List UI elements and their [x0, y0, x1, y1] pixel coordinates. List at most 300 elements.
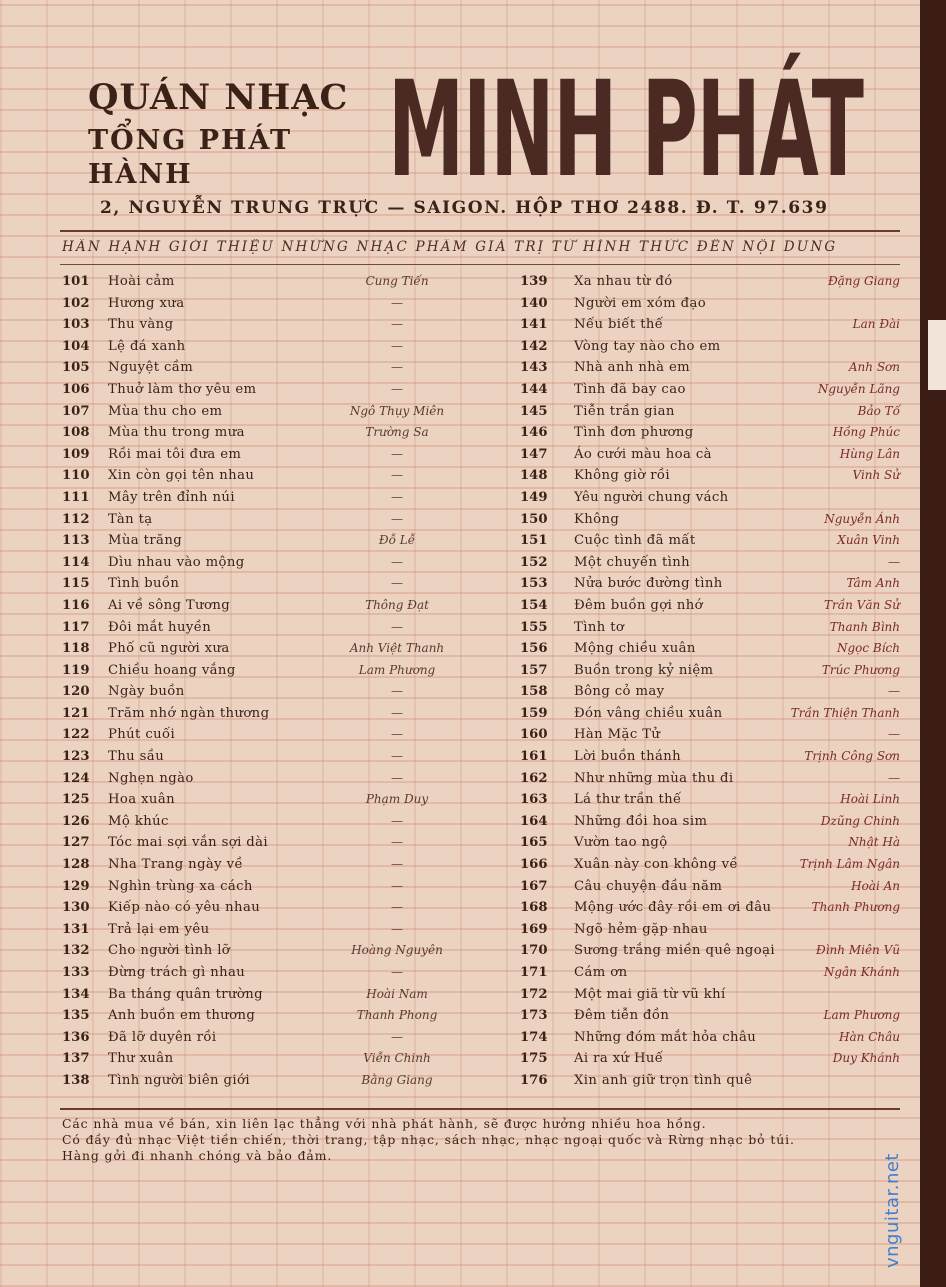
song-author: Tâm Anh	[846, 576, 900, 591]
song-author: Ngô Thụy Miên	[349, 403, 445, 418]
song-row	[62, 574, 502, 596]
song-author: —	[391, 317, 403, 332]
song-number: 105	[62, 360, 90, 376]
song-title: Rồi mai tôi đưa em	[108, 446, 242, 462]
song-number: 146	[520, 425, 548, 441]
song-author: Bằng Giang	[361, 1072, 433, 1087]
song-number: 170	[520, 943, 548, 959]
song-title: Trả lại em yêu	[108, 921, 210, 937]
song-author: —	[391, 878, 403, 893]
song-title: Nghìn trùng xa cách	[108, 878, 253, 894]
song-title: Thu vàng	[108, 317, 174, 333]
song-row	[520, 985, 900, 1007]
song-title: Xin còn gọi tên nhau	[108, 468, 255, 484]
song-author: —	[391, 576, 403, 591]
song-row	[62, 510, 502, 532]
song-author: —	[391, 338, 403, 353]
song-author: Ngân Khánh	[823, 965, 900, 979]
song-row	[62, 704, 502, 726]
song-number: 175	[520, 1051, 548, 1067]
song-title: Hương xưa	[108, 295, 185, 311]
song-title: Ngõ hẻm gặp nhau	[574, 921, 708, 937]
song-number: 149	[520, 489, 548, 505]
page-edge	[920, 0, 946, 1287]
song-author: Trần Văn Sử	[824, 597, 900, 612]
song-title: Lời buồn thánh	[574, 749, 682, 765]
song-number: 155	[520, 619, 548, 635]
song-number: 108	[62, 425, 90, 441]
song-title: Đã lỡ duyên rồi	[108, 1029, 217, 1045]
edge-mark	[928, 320, 946, 390]
song-number: 124	[62, 770, 90, 786]
song-number: 110	[62, 468, 90, 484]
song-number: 150	[520, 511, 548, 527]
song-row	[62, 661, 502, 683]
brand-name: MINH PHÁT	[388, 53, 863, 207]
song-row	[520, 294, 900, 316]
song-title: Tình người biên giới	[108, 1072, 250, 1088]
song-number: 143	[520, 360, 548, 376]
song-title: Xa nhau từ đó	[574, 274, 673, 289]
song-number: 109	[62, 446, 90, 462]
song-title: Chiều hoang vắng	[108, 662, 236, 678]
song-number: 128	[62, 857, 90, 873]
song-title: Thư xuân	[108, 1051, 174, 1067]
song-row	[520, 1028, 900, 1050]
song-number: 164	[520, 813, 548, 829]
song-title: Mùa thu cho em	[108, 403, 223, 419]
song-author: Duy Khánh	[832, 1051, 900, 1066]
song-row	[62, 682, 502, 704]
song-title: Một chuyến tình	[574, 554, 691, 570]
song-number: 127	[62, 835, 90, 851]
song-author: —	[391, 921, 403, 936]
song-row	[62, 725, 502, 747]
song-author: Thanh Phương	[811, 900, 900, 915]
song-row	[62, 380, 502, 402]
song-number: 168	[520, 900, 548, 916]
song-author: —	[391, 554, 403, 569]
song-title: Nửa bước đường tình	[574, 576, 723, 592]
song-title: Nếu biết thế	[574, 317, 664, 333]
song-author: —	[391, 1029, 403, 1044]
song-author: Thanh Bình	[829, 619, 900, 634]
song-row	[520, 402, 900, 424]
song-number: 176	[520, 1072, 548, 1088]
song-title: Nha Trang ngày về	[108, 857, 243, 873]
song-number: 104	[62, 338, 90, 354]
song-title: Đêm tiễn đồn	[574, 1008, 670, 1024]
footer-line: Có đầy đủ nhạc Việt tiền chiến, thời trang, tập nhạc, sách nhạc, nhạc ngoại quốc và Rừng nhạc bỏ túi.	[62, 1132, 795, 1147]
song-number: 148	[520, 468, 548, 484]
song-number: 119	[62, 662, 90, 678]
divider	[60, 230, 900, 232]
song-row	[62, 812, 502, 834]
song-author: Đỗ Lễ	[378, 533, 416, 548]
song-title: Vườn tao ngộ	[574, 835, 668, 851]
song-title: Bông cỏ may	[574, 684, 665, 700]
song-author: —	[888, 554, 900, 569]
song-title: Hoa xuân	[108, 792, 175, 808]
song-row	[62, 466, 502, 488]
song-title: Tình đơn phương	[574, 425, 694, 441]
song-list-left	[62, 272, 502, 1093]
song-title: Tình tơ	[574, 619, 625, 635]
song-number: 116	[62, 597, 90, 613]
song-author: Cung Tiến	[365, 274, 429, 288]
song-number: 161	[520, 749, 548, 765]
song-row	[520, 661, 900, 683]
song-number: 160	[520, 727, 548, 743]
song-number: 101	[62, 274, 90, 289]
song-author: Hoàng Nguyên	[351, 943, 443, 958]
song-number: 142	[520, 338, 548, 354]
song-row	[520, 553, 900, 575]
song-number: 172	[520, 986, 548, 1002]
song-number: 154	[520, 597, 548, 613]
song-row	[520, 574, 900, 596]
song-title: Không	[574, 511, 620, 527]
song-title: Đêm buồn gợi nhớ	[574, 597, 703, 613]
song-row	[520, 790, 900, 812]
song-row	[62, 877, 502, 899]
song-title: Tình buồn	[108, 576, 180, 592]
footer-line: Các nhà mua về bán, xin liên lạc thẳng với nhà phát hành, sẽ được hưởng nhiều hoa hồng.	[62, 1116, 707, 1131]
song-number: 169	[520, 921, 548, 937]
song-number: 159	[520, 705, 548, 721]
song-author: —	[391, 381, 403, 396]
song-number: 112	[62, 511, 90, 527]
song-title: Trăm nhớ ngàn thương	[108, 705, 270, 721]
song-title: Mây trên đỉnh núi	[108, 489, 235, 505]
song-title: Lệ đá xanh	[108, 338, 186, 354]
song-author: Lam Phương	[358, 662, 436, 677]
song-title: Thu sầu	[108, 749, 165, 765]
song-row	[62, 596, 502, 618]
song-author: —	[391, 813, 403, 828]
song-author: —	[391, 705, 403, 720]
song-title: Anh buồn em thương	[108, 1008, 256, 1024]
song-author: —	[391, 749, 403, 764]
song-number: 117	[62, 619, 90, 635]
song-author: Bảo Tố	[857, 403, 900, 418]
song-row	[520, 704, 900, 726]
song-number: 173	[520, 1008, 548, 1024]
song-number: 156	[520, 641, 548, 657]
song-row	[62, 985, 502, 1007]
song-number: 115	[62, 576, 90, 592]
song-number: 151	[520, 533, 548, 549]
song-row	[62, 618, 502, 640]
song-row	[520, 531, 900, 553]
song-row	[520, 488, 900, 510]
song-author: —	[391, 489, 403, 504]
song-author: Vinh Sử	[852, 468, 900, 483]
song-row	[62, 294, 502, 316]
song-number: 167	[520, 878, 548, 894]
song-number: 137	[62, 1051, 90, 1067]
song-number: 166	[520, 857, 548, 873]
song-row	[520, 1049, 900, 1071]
song-row	[520, 920, 900, 942]
song-title: Áo cưới màu hoa cà	[574, 446, 712, 462]
song-row	[62, 833, 502, 855]
song-row	[62, 423, 502, 445]
song-title: Đừng trách gì nhau	[108, 965, 246, 980]
song-title: Mộ khúc	[108, 813, 169, 829]
song-title: Đôi mắt huyền	[108, 619, 212, 635]
song-row	[520, 877, 900, 899]
song-title: Tóc mai sợi vắn sợi dài	[108, 835, 269, 851]
shop-label: QUÁN NHẠC	[88, 77, 349, 118]
song-title: Người em xóm đạo	[574, 295, 707, 311]
song-title: Cho người tình lỡ	[108, 943, 231, 959]
song-row	[520, 358, 900, 380]
song-number: 103	[62, 317, 90, 333]
song-author: Ngọc Bích	[836, 641, 900, 656]
song-title: Mùa trăng	[108, 533, 183, 549]
song-number: 158	[520, 684, 548, 700]
song-title: Mộng chiều xuân	[574, 641, 696, 657]
song-title: Xin anh giữ trọn tình quê	[574, 1072, 753, 1088]
song-number: 130	[62, 900, 90, 916]
song-number: 107	[62, 403, 90, 419]
song-row	[520, 855, 900, 877]
song-author: —	[391, 965, 403, 979]
song-row	[520, 941, 900, 963]
song-title: Phố cũ người xưa	[108, 641, 230, 657]
song-author: Anh Việt Thanh	[349, 641, 445, 656]
divider	[60, 1108, 900, 1110]
song-row	[62, 769, 502, 791]
song-number: 135	[62, 1008, 90, 1024]
divider	[60, 264, 900, 265]
song-title: Như những mùa thu đi	[574, 770, 734, 786]
song-title: Mộng ước đây rồi em ơi đâu	[574, 900, 772, 916]
song-title: Yêu người chung vách	[574, 489, 729, 505]
song-row	[520, 1071, 900, 1093]
song-title: Nghẹn ngào	[108, 770, 194, 786]
song-title: Kiếp nào có yêu nhau	[108, 900, 261, 916]
song-row	[62, 315, 502, 337]
song-number: 114	[62, 554, 90, 570]
song-row	[520, 618, 900, 640]
song-author: —	[391, 295, 403, 310]
song-author: Hồng Phúc	[832, 425, 900, 440]
song-row	[62, 553, 502, 575]
song-author: Hoài Linh	[840, 792, 900, 807]
song-row	[520, 337, 900, 359]
song-number: 138	[62, 1072, 90, 1088]
song-row	[62, 920, 502, 942]
song-row	[62, 1006, 502, 1028]
song-title: Ngày buồn	[108, 684, 185, 700]
song-row	[62, 531, 502, 553]
song-author: Nguyễn Lãng	[817, 381, 900, 396]
song-title: Nhà anh nhà em	[574, 360, 691, 376]
song-number: 118	[62, 641, 90, 657]
song-author: Đình Miên Vũ	[816, 943, 900, 958]
song-number: 133	[62, 965, 90, 980]
song-title: Cuộc tình đã mất	[574, 533, 696, 549]
song-author: —	[391, 900, 403, 915]
song-title: Một mai giã từ vũ khí	[574, 986, 726, 1002]
song-number: 174	[520, 1029, 548, 1045]
song-author: Trúc Phương	[821, 662, 900, 677]
song-author: Lam Phương	[823, 1008, 900, 1023]
song-author: —	[391, 511, 403, 526]
song-row	[62, 941, 502, 963]
address-line: 2, NGUYỄN TRUNG TRỰC — SAIGON. HỘP THƠ 2488. Đ. T. 97.639	[100, 198, 829, 218]
song-number: 141	[520, 317, 548, 333]
song-row	[62, 272, 502, 294]
song-author: Hoài Nam	[366, 986, 428, 1001]
song-author: Nguyễn Ánh	[824, 511, 900, 526]
distributor-label: TỔNG PHÁT HÀNH	[88, 125, 293, 190]
song-author: Anh Sơn	[848, 360, 900, 375]
song-row	[62, 855, 502, 877]
song-author: Trịnh Công Sơn	[804, 749, 900, 764]
song-number: 120	[62, 684, 90, 700]
intro-line: HÂN HẠNH GIỚI THIỆU NHỮNG NHẠC PHẨM GIÁ TRỊ TỪ HÌNH THỨC ĐẾN NỘI DUNG	[62, 239, 838, 255]
song-row	[62, 337, 502, 359]
song-title: Ai về sông Tương	[108, 597, 231, 613]
song-row	[520, 963, 900, 985]
song-title: Tình đã bay cao	[574, 381, 686, 397]
song-row	[520, 272, 900, 294]
song-row	[520, 445, 900, 467]
song-number: 147	[520, 446, 548, 462]
song-title: Những đóm mắt hỏa châu	[574, 1029, 757, 1045]
song-author: —	[391, 857, 403, 872]
song-number: 131	[62, 921, 90, 937]
song-row	[520, 833, 900, 855]
song-row	[62, 963, 502, 985]
song-row	[62, 639, 502, 661]
song-row	[520, 682, 900, 704]
song-title: Nguyệt cầm	[108, 360, 194, 376]
song-title: Không giờ rồi	[574, 468, 670, 484]
song-title: Ba tháng quân trường	[108, 986, 263, 1002]
song-row	[520, 423, 900, 445]
song-author: Nhật Hà	[848, 835, 900, 850]
song-number: 152	[520, 554, 548, 570]
song-title: Xuân này con không về	[574, 857, 738, 873]
song-row	[520, 380, 900, 402]
song-author: —	[391, 770, 403, 785]
song-author: Thanh Phong	[356, 1008, 438, 1023]
song-author: —	[888, 727, 900, 742]
song-number: 145	[520, 403, 548, 419]
song-row	[520, 1006, 900, 1028]
song-title: Tàn tạ	[108, 511, 153, 527]
song-number: 162	[520, 770, 548, 786]
song-author: Lan Đài	[852, 317, 900, 332]
song-title: Sương trắng miền quê ngoại	[574, 943, 775, 959]
song-author: Trường Sa	[365, 425, 429, 440]
song-number: 123	[62, 749, 90, 765]
song-number: 106	[62, 381, 90, 397]
song-title: Cám ơn	[574, 965, 628, 980]
song-author: Đặng Giang	[827, 274, 900, 288]
song-author: —	[391, 360, 403, 375]
song-author: Trịnh Lâm Ngân	[799, 857, 900, 872]
song-title: Hoài cảm	[108, 274, 175, 289]
song-title: Đón vâng chiều xuân	[574, 705, 723, 721]
song-title: Hàn Mặc Tử	[574, 727, 661, 743]
song-author: Phạm Duy	[365, 792, 429, 807]
song-author: Hùng Lân	[839, 446, 900, 461]
song-row	[520, 725, 900, 747]
song-title: Thuở làm thơ yêu em	[108, 381, 257, 397]
song-row	[520, 315, 900, 337]
song-number: 125	[62, 792, 90, 808]
song-author: —	[391, 727, 403, 742]
song-author: —	[888, 684, 900, 699]
song-row	[62, 747, 502, 769]
song-row	[62, 898, 502, 920]
song-number: 129	[62, 878, 90, 894]
song-row	[520, 812, 900, 834]
song-row	[520, 639, 900, 661]
song-row	[520, 510, 900, 532]
song-title: Tiễn trần gian	[574, 403, 675, 419]
song-number: 132	[62, 943, 90, 959]
song-row	[62, 402, 502, 424]
song-author: Xuân Vinh	[837, 533, 900, 548]
song-number: 134	[62, 986, 90, 1002]
song-number: 163	[520, 792, 548, 808]
song-title: Dìu nhau vào mộng	[108, 554, 245, 570]
song-title: Ai ra xứ Huế	[574, 1051, 664, 1067]
song-row	[520, 769, 900, 791]
song-author: —	[391, 619, 403, 634]
song-row	[62, 790, 502, 812]
song-row	[62, 358, 502, 380]
song-author: —	[391, 835, 403, 850]
song-number: 126	[62, 813, 90, 829]
footer-note	[62, 1116, 898, 1164]
song-row	[520, 898, 900, 920]
song-author: Thông Đạt	[365, 597, 429, 612]
song-number: 157	[520, 662, 548, 678]
song-number: 153	[520, 576, 548, 592]
song-number: 139	[520, 274, 548, 289]
song-list-right	[520, 272, 900, 1093]
song-row	[520, 596, 900, 618]
song-number: 165	[520, 835, 548, 851]
song-author: —	[391, 684, 403, 699]
song-author: —	[391, 468, 403, 483]
song-title: Vòng tay nào cho em	[574, 338, 721, 354]
song-author: Hàn Châu	[839, 1029, 900, 1044]
song-row	[62, 1028, 502, 1050]
song-row	[62, 1071, 502, 1093]
song-number: 121	[62, 705, 90, 721]
song-number: 111	[62, 489, 90, 505]
song-title: Câu chuyện đầu năm	[574, 878, 723, 894]
song-number: 140	[520, 295, 548, 311]
song-title: Phút cuối	[108, 727, 176, 743]
song-number: 144	[520, 381, 548, 397]
header-left	[88, 78, 368, 192]
song-number: 122	[62, 727, 90, 743]
song-number: 136	[62, 1029, 90, 1045]
footer-line: Hàng gởi đi nhanh chóng và bảo đảm.	[62, 1148, 333, 1163]
song-row	[62, 1049, 502, 1071]
song-title: Lá thư trần thế	[574, 792, 682, 808]
song-author: Trần Thiện Thanh	[790, 705, 900, 720]
